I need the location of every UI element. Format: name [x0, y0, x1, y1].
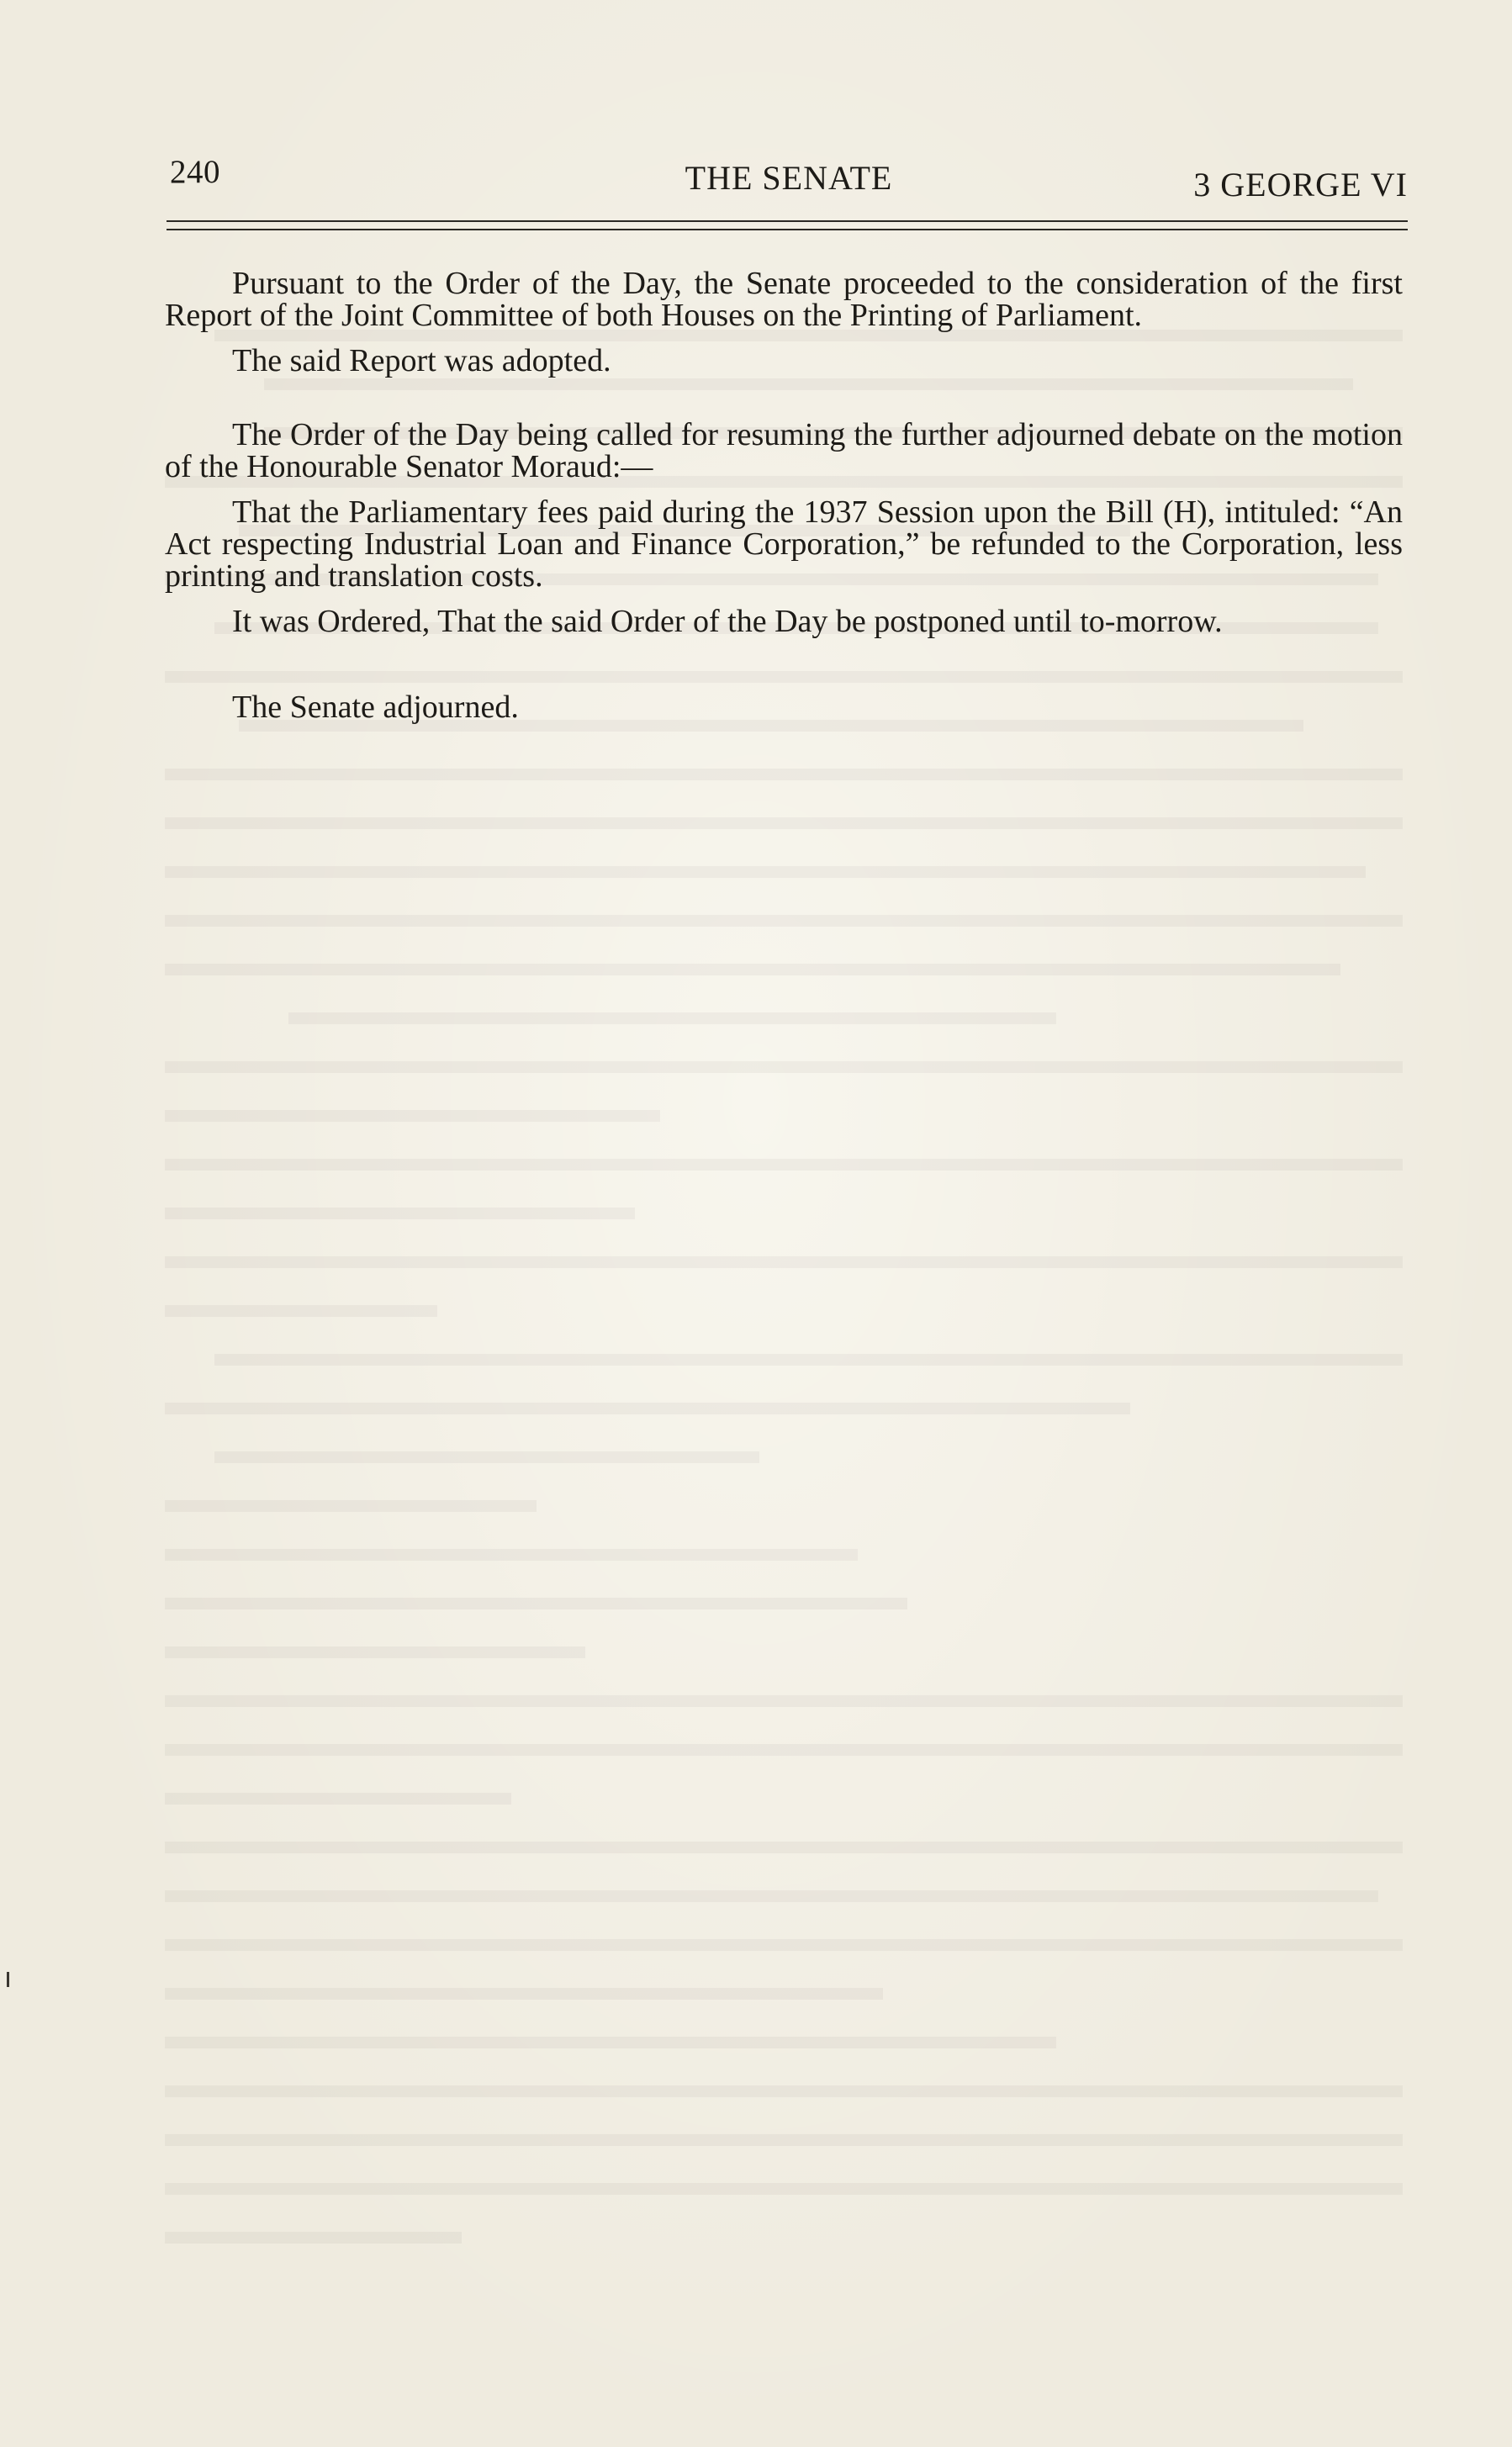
- paragraph-postponed: It was Ordered, That the said Order of the Day be postponed until to-morrow.: [232, 604, 1223, 639]
- paragraph-order-of-day: The Order of the Day being called for resuming the further adjourned debate on the motion of the Honourable Senator Moraud:—: [165, 417, 1403, 484]
- page-header: [170, 153, 1408, 207]
- header-rule-bottom: [167, 229, 1408, 230]
- paragraph-report-adopted: The said Report was adopted.: [232, 343, 611, 378]
- header-rule-top: [167, 220, 1408, 222]
- running-title: THE SENATE: [685, 159, 893, 197]
- page-number: 240: [170, 154, 220, 190]
- edge-mark: [7, 1972, 9, 1987]
- session-label: 3 GEORGE VI: [1193, 166, 1408, 203]
- paragraph-report-consideration: Pursuant to the Order of the Day, the Senate proceeded to the consideration of the first Report of the Joint Committee of both Houses on the Printing of Parliament.: [165, 266, 1403, 333]
- paragraph-motion-text: That the Parliamentary fees paid during the 1937 Session upon the Bill (H), intituled: “An Act respecting Industrial Loan and Finance Corporation,” be refunded to the Corporation, less printing and translation costs.: [165, 494, 1403, 594]
- document-body: [165, 267, 1403, 723]
- paragraph-adjourned: The Senate adjourned.: [232, 690, 519, 725]
